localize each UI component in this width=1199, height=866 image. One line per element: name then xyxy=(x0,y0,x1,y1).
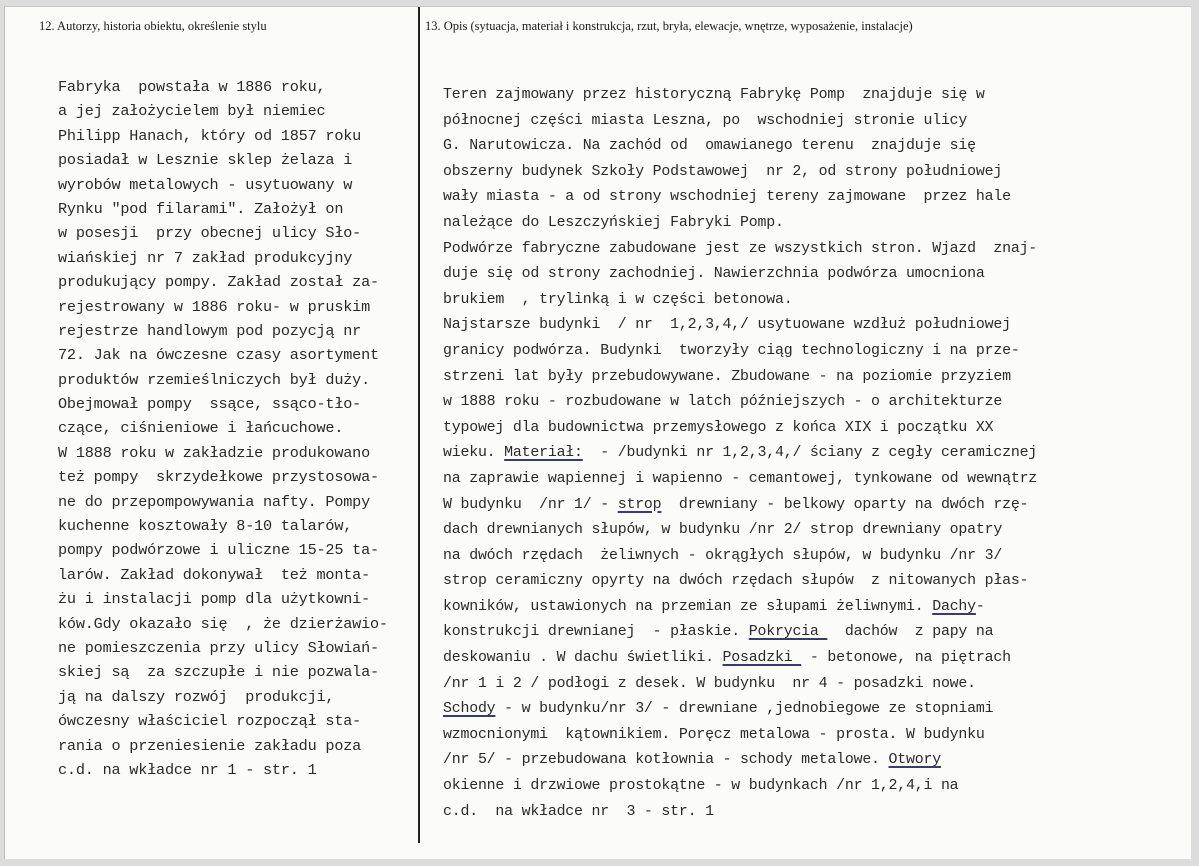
text-segment: kowników, ustawionych na przemian ze słupami żeliwnymi. xyxy=(443,598,933,615)
underlined-term: Pokrycia xyxy=(748,624,828,641)
text-segment: Philipp Hanach, który od 1857 roku xyxy=(58,126,362,145)
text-line xyxy=(58,709,418,733)
text-line xyxy=(443,288,1183,314)
text-segment: Teren zajmowany przez historyczną Fabrykę Pomp znajduje się w xyxy=(443,87,985,103)
text-segment: na zaprawie wapiennej i wapienno - cemantowej, tynkowane od wewnątrz xyxy=(443,470,1038,487)
text-segment: strop ceramiczny opyrty na dwóch rzędach słupów z nitowanych płas- xyxy=(443,573,1029,590)
text-segment: typowej dla budownictwa przemysłowego z końca XIX i początku XX xyxy=(443,419,994,436)
text-segment: czące, ciśnieniowe i łańcuchowe. xyxy=(58,419,344,438)
text-line xyxy=(58,197,418,221)
text-segment: Rynku "pod filarami". Założył on xyxy=(58,199,344,218)
section-header-description: 13. Opis (sytuacja, materiał i konstrukcja, rzut, bryła, elewacje, wnętrze, wyposażenie, instalacje) xyxy=(425,19,913,33)
text-line xyxy=(443,237,1183,263)
text-segment: ówczesny właściciel rozpoczął sta- xyxy=(58,712,362,731)
text-line xyxy=(58,392,418,416)
text-segment: larów. Zakład dokonywał też monta- xyxy=(58,565,370,584)
text-line xyxy=(443,800,1183,826)
text-line xyxy=(58,343,418,367)
description-text-column xyxy=(443,83,1183,825)
text-segment: drewniany - belkowy oparty na dwóch rzę- xyxy=(661,496,1029,513)
text-segment: produktów rzemieślniczych był duży. xyxy=(58,370,370,389)
text-segment: wały miasta - a od strony wschodniej tereny zajmowane przez hale xyxy=(443,189,1011,206)
text-line xyxy=(443,620,1183,646)
text-line xyxy=(443,185,1183,211)
text-segment: konstrukcji drewnianej - płaskie. xyxy=(443,624,749,641)
text-line xyxy=(443,313,1183,339)
text-segment: a jej założycielem był niemiec xyxy=(58,102,326,121)
text-line xyxy=(58,465,418,489)
text-line xyxy=(58,636,418,660)
text-segment: też pompy skrzydełkowe przystosowa- xyxy=(58,468,379,487)
text-line xyxy=(58,758,418,782)
text-segment: /nr 1 i 2 / podłogi z desek. W budynku nr 4 - posadzki nowe. xyxy=(443,675,976,692)
text-segment: ków.Gdy okazało się , że dzierżawio- xyxy=(58,614,388,633)
text-segment: rejestrowany w 1886 roku- w pruskim xyxy=(58,297,370,316)
column-divider xyxy=(418,7,420,843)
text-line xyxy=(58,246,418,270)
text-line xyxy=(58,99,418,123)
text-segment: północnej części miasta Leszna, po wschodniej stronie ulicy xyxy=(443,112,968,129)
text-line xyxy=(58,612,418,636)
history-text-column xyxy=(58,75,418,782)
text-segment: /nr 5/ - przebudowana kotłownia - schody metalowe. xyxy=(443,752,889,769)
text-segment: dachów z papy na xyxy=(827,624,994,641)
text-line xyxy=(58,490,418,514)
text-segment: pompy podwórzowe i uliczne 15-25 ta- xyxy=(58,541,379,560)
text-line xyxy=(443,83,1183,109)
text-line xyxy=(443,441,1183,467)
text-line xyxy=(58,660,418,684)
text-segment: dach drewnianych słupów, w budynku /nr 2/ strop drewniany opatry xyxy=(443,522,1003,539)
text-segment: wieku. xyxy=(443,445,505,462)
text-segment: należące do Leszczyńskiej Fabryki Pomp. xyxy=(443,214,784,231)
text-segment: deskowaniu . W dachu świetliki. xyxy=(443,650,723,667)
text-line xyxy=(443,544,1183,570)
text-segment: rania o przeniesienie zakładu poza xyxy=(58,736,362,755)
text-line xyxy=(443,467,1183,493)
text-line xyxy=(443,390,1183,416)
text-segment: c.d. na wkładce nr 3 - str. 1 xyxy=(443,803,714,820)
text-segment: posiadał w Lesznie sklep żelaza i xyxy=(58,151,353,170)
text-line xyxy=(58,416,418,440)
underlined-term: Dachy xyxy=(932,598,976,615)
text-segment: ją na dalszy rozwój produkcji, xyxy=(58,687,335,706)
document-sheet xyxy=(4,6,1191,859)
text-segment: strzeni lat były przebudowywane. Zbudowane - na poziomie przyziem xyxy=(443,368,1011,385)
text-segment: kuchenne kosztowały 8-10 talarów, xyxy=(58,517,353,536)
text-segment: produkujący pompy. Zakład został za- xyxy=(58,273,379,292)
text-segment: ne pomieszczenia przy ulicy Słowiań- xyxy=(58,638,379,657)
underlined-term: Posadzki xyxy=(722,650,802,667)
text-segment: W budynku /nr 1/ - xyxy=(443,496,618,513)
text-line xyxy=(443,109,1183,135)
text-segment: obszerny budynek Szkoły Podstawowej nr 2, od strony południowej xyxy=(443,163,1003,180)
text-segment: w posesji przy obecnej ulicy Sło- xyxy=(58,224,362,243)
text-line xyxy=(443,493,1183,519)
text-segment: G. Narutowicza. Na zachód od omawianego terenu znajduje się xyxy=(443,138,976,155)
text-line xyxy=(443,646,1183,672)
text-segment: wyrobów metalowych - usytuowany w xyxy=(58,175,353,194)
text-segment: w 1888 roku - rozbudowane w latch późniejszych - o architekturze xyxy=(443,394,1003,411)
text-line xyxy=(58,75,418,99)
text-line xyxy=(443,518,1183,544)
text-line xyxy=(443,595,1183,621)
text-line xyxy=(58,538,418,562)
underlined-term: Schody xyxy=(443,701,496,718)
text-line xyxy=(443,134,1183,160)
text-line xyxy=(58,514,418,538)
text-line xyxy=(58,563,418,587)
text-line xyxy=(58,587,418,611)
section-header-authors-history: 12. Autorzy, historia obiektu, określenie stylu xyxy=(39,19,267,33)
text-line xyxy=(443,160,1183,186)
underlined-term: Materiał: xyxy=(504,445,583,462)
text-line xyxy=(443,672,1183,698)
text-line xyxy=(58,148,418,172)
text-line xyxy=(58,319,418,343)
text-line xyxy=(58,441,418,465)
text-line xyxy=(443,211,1183,237)
underlined-term: strop xyxy=(617,496,662,513)
text-line xyxy=(443,365,1183,391)
text-line xyxy=(58,685,418,709)
text-segment: Podwórze fabryczne zabudowane jest ze wszystkich stron. Wjazd znaj- xyxy=(443,240,1038,257)
text-line xyxy=(443,723,1183,749)
text-segment: na dwóch rzędach żeliwnych - okrągłych słupów, w budynku /nr 3/ xyxy=(443,547,1003,564)
text-segment: wiańskiej nr 7 zakład produkcyjny xyxy=(58,248,353,267)
text-line xyxy=(443,774,1183,800)
text-segment: rejestrze handlowym pod pozycją nr xyxy=(58,321,362,340)
text-line xyxy=(443,748,1183,774)
text-line xyxy=(58,368,418,392)
text-segment: okienne i drzwiowe prostokątne - w budynkach /nr 1,2,4,i na xyxy=(443,778,959,795)
text-segment: c.d. na wkładce nr 1 - str. 1 xyxy=(58,760,317,779)
text-line xyxy=(443,416,1183,442)
text-line xyxy=(58,270,418,294)
text-segment: Najstarsze budynki / nr 1,2,3,4,/ usytuowane wzdłuż południowej xyxy=(443,317,1011,334)
underlined-term: Otwory xyxy=(888,752,941,769)
text-line xyxy=(443,697,1183,723)
text-segment: W 1888 roku w zakładzie produkowano xyxy=(58,443,370,462)
text-segment: granicy podwórza. Budynki tworzyły ciąg technologiczny i na prze- xyxy=(443,342,1020,359)
text-line xyxy=(58,173,418,197)
text-segment: - w budynku/nr 3/ - drewniane ,jednobiegowe ze stopniami xyxy=(495,701,994,718)
text-line xyxy=(443,569,1183,595)
text-segment: ne do przepompowywania nafty. Pompy xyxy=(58,492,370,511)
text-segment: żu i instalacji pomp dla użytkowni- xyxy=(58,590,370,609)
text-segment: Fabryka powstała w 1886 roku, xyxy=(58,78,326,96)
text-segment: wzmocnionymi kątownikiem. Poręcz metalowa - prosta. W budynku xyxy=(443,726,985,743)
text-line xyxy=(58,124,418,148)
text-segment: skiej są za szczupłe i nie pozwala- xyxy=(58,663,379,682)
text-segment: Obejmował pompy ssące, ssąco-tło- xyxy=(58,395,362,414)
text-line xyxy=(58,734,418,758)
text-line xyxy=(58,221,418,245)
text-line xyxy=(58,295,418,319)
text-segment: brukiem , trylinką i w części betonowa. xyxy=(443,291,793,308)
text-segment: - /budynki nr 1,2,3,4,/ ściany z cegły ceramicznej xyxy=(582,445,1038,462)
text-segment: duje się od strony zachodniej. Nawierzchnia podwórza umocniona xyxy=(443,266,985,283)
text-segment: - betonowe, na piętrach xyxy=(801,650,1011,667)
text-segment: - xyxy=(975,598,985,615)
text-line xyxy=(443,339,1183,365)
text-segment: 72. Jak na ówczesne czasy asortyment xyxy=(58,346,379,365)
text-line xyxy=(443,262,1183,288)
